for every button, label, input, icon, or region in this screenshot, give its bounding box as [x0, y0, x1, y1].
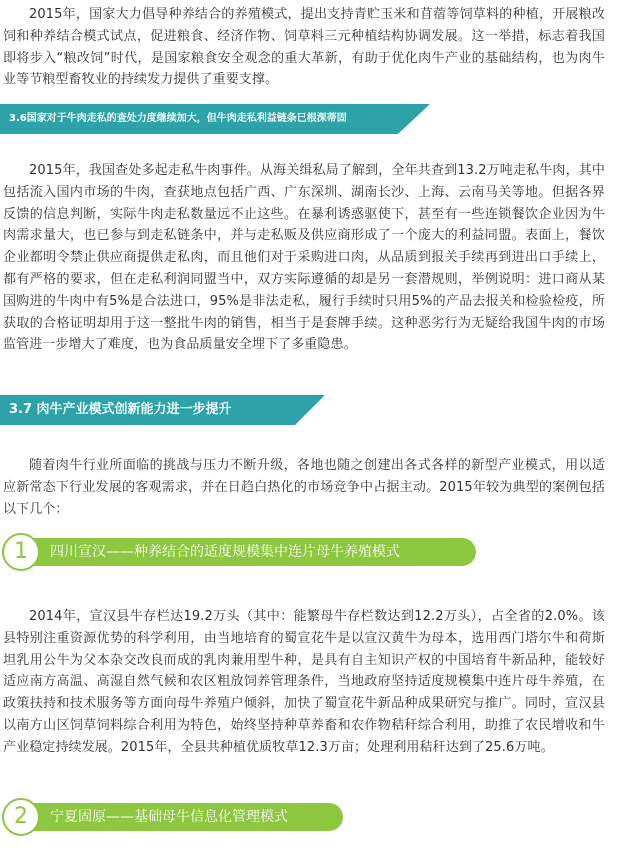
- section-3-7-banner: [0, 395, 325, 425]
- paragraph-beef-smuggling: 2015年，我国查处多起走私牛肉事件。从海关缉私局了解到，全年共查到13.2万吨走私牛肉，其中包括流入国内市场的牛肉，查获地点包括广西、广东深圳、湖南长沙、上海、云南马关等地。但据各界反馈的信息判断，实际牛肉走私数量远不止这些。在暴利诱惑驱使下，甚至有一些连锁餐饮企业因为牛肉需求量大，也已参与到走私链条中，并与走私贩及供应商形成了一个庞大的利益同盟。表面上，餐饮企业都明令禁止供应商提供走私肉，而且他们对于采购进口肉，从品质到报关手续再到进出口手续上，都有严格的要求，但在走私利润同盟当中，双方实际遵循的却是另一套潜规则，举例说明：进口商从某国购进的牛肉中有5%是合法进口，95%是非法走私，履行手续时只用5%的产品去报关和检验检疫，所获取的合格证明却用于这一整批牛肉的销售，相当于是套牌手续。这种恶劣行为无疑给我国牛肉的市场监管进一步增大了难度，也为食品质量安全埋下了多重隐患。: [3, 163, 605, 353]
- paragraph-industry-models-intro: 随着肉牛行业所面临的挑战与压力不断升级，各地也随之创建出各式各样的新型产业模式，用以适应新常态下行业发展的客观需求，并在日趋白热化的市场竞争中占据主动。2015年较为典型的案例包括以下几个：: [3, 458, 605, 517]
- case-1-heading: [0, 533, 480, 571]
- case-1-label: 四川宣汉——种养结合的适度规模集中连片母牛养殖模式: [50, 544, 400, 560]
- section-3-6-title: 3.6国家对于牛肉走私的查处力度继续加大，但牛肉走私利益链条已根深蒂固: [9, 113, 347, 124]
- case-2-number-badge: 2: [2, 798, 40, 836]
- case-2-label: 宁夏固原——基础母牛信息化管理模式: [50, 809, 288, 825]
- section-3-7-title: 3.7 肉牛产业模式创新能力进一步提升: [9, 402, 232, 417]
- section-3-6-banner: [0, 104, 430, 134]
- paragraph-grain-to-feed: 2015年，国家大力倡导种养结合的养殖模式，提出支持青贮玉米和苜蓿等饲草料的种植，开展粮改饲和种养结合模式试点，促进粮食、经济作物、饲草料三元种植结构协调发展。这一举措，标志着我国即将步入“粮改饲”时代，是国家粮食安全观念的重大革新，有助于优化肉牛产业的基础结构，也为肉牛业等节粮型畜牧业的持续发力提供了重要支撑。: [3, 7, 605, 88]
- case-1-number-badge: 1: [2, 533, 40, 571]
- paragraph-xuanhan-case: 2014年，宣汉县牛存栏达19.2万头（其中：能繁母牛存栏数达到12.2万头），占全省的2.0%。该县特别注重资源优势的科学利用，由当地培育的蜀宣花牛是以宣汉黄牛为母本，选用西门塔尔牛和荷斯坦乳用公牛为父本杂交改良而成的乳肉兼用型牛种，是具有自主知识产权的中国培育牛新品种，能较好适应南方高温、高湿自然气候和农区粗放饲养管理条件，当地政府坚持适度规模集中连片母牛养殖，在政策扶持和技术服务等方面向母牛养殖户倾斜，加快了蜀宣花牛新品种成果研究与推广。同时，宣汉县以南方山区饲草饲料综合利用为特色，始终坚持种草养畜和农作物秸秆综合利用，助推了农民增收和牛产业稳定持续发展。2015年，全县共种植优质牧草12.3万亩；处理利用秸秆达到了25.6万吨。: [3, 609, 605, 755]
- case-2-heading: [0, 798, 345, 836]
